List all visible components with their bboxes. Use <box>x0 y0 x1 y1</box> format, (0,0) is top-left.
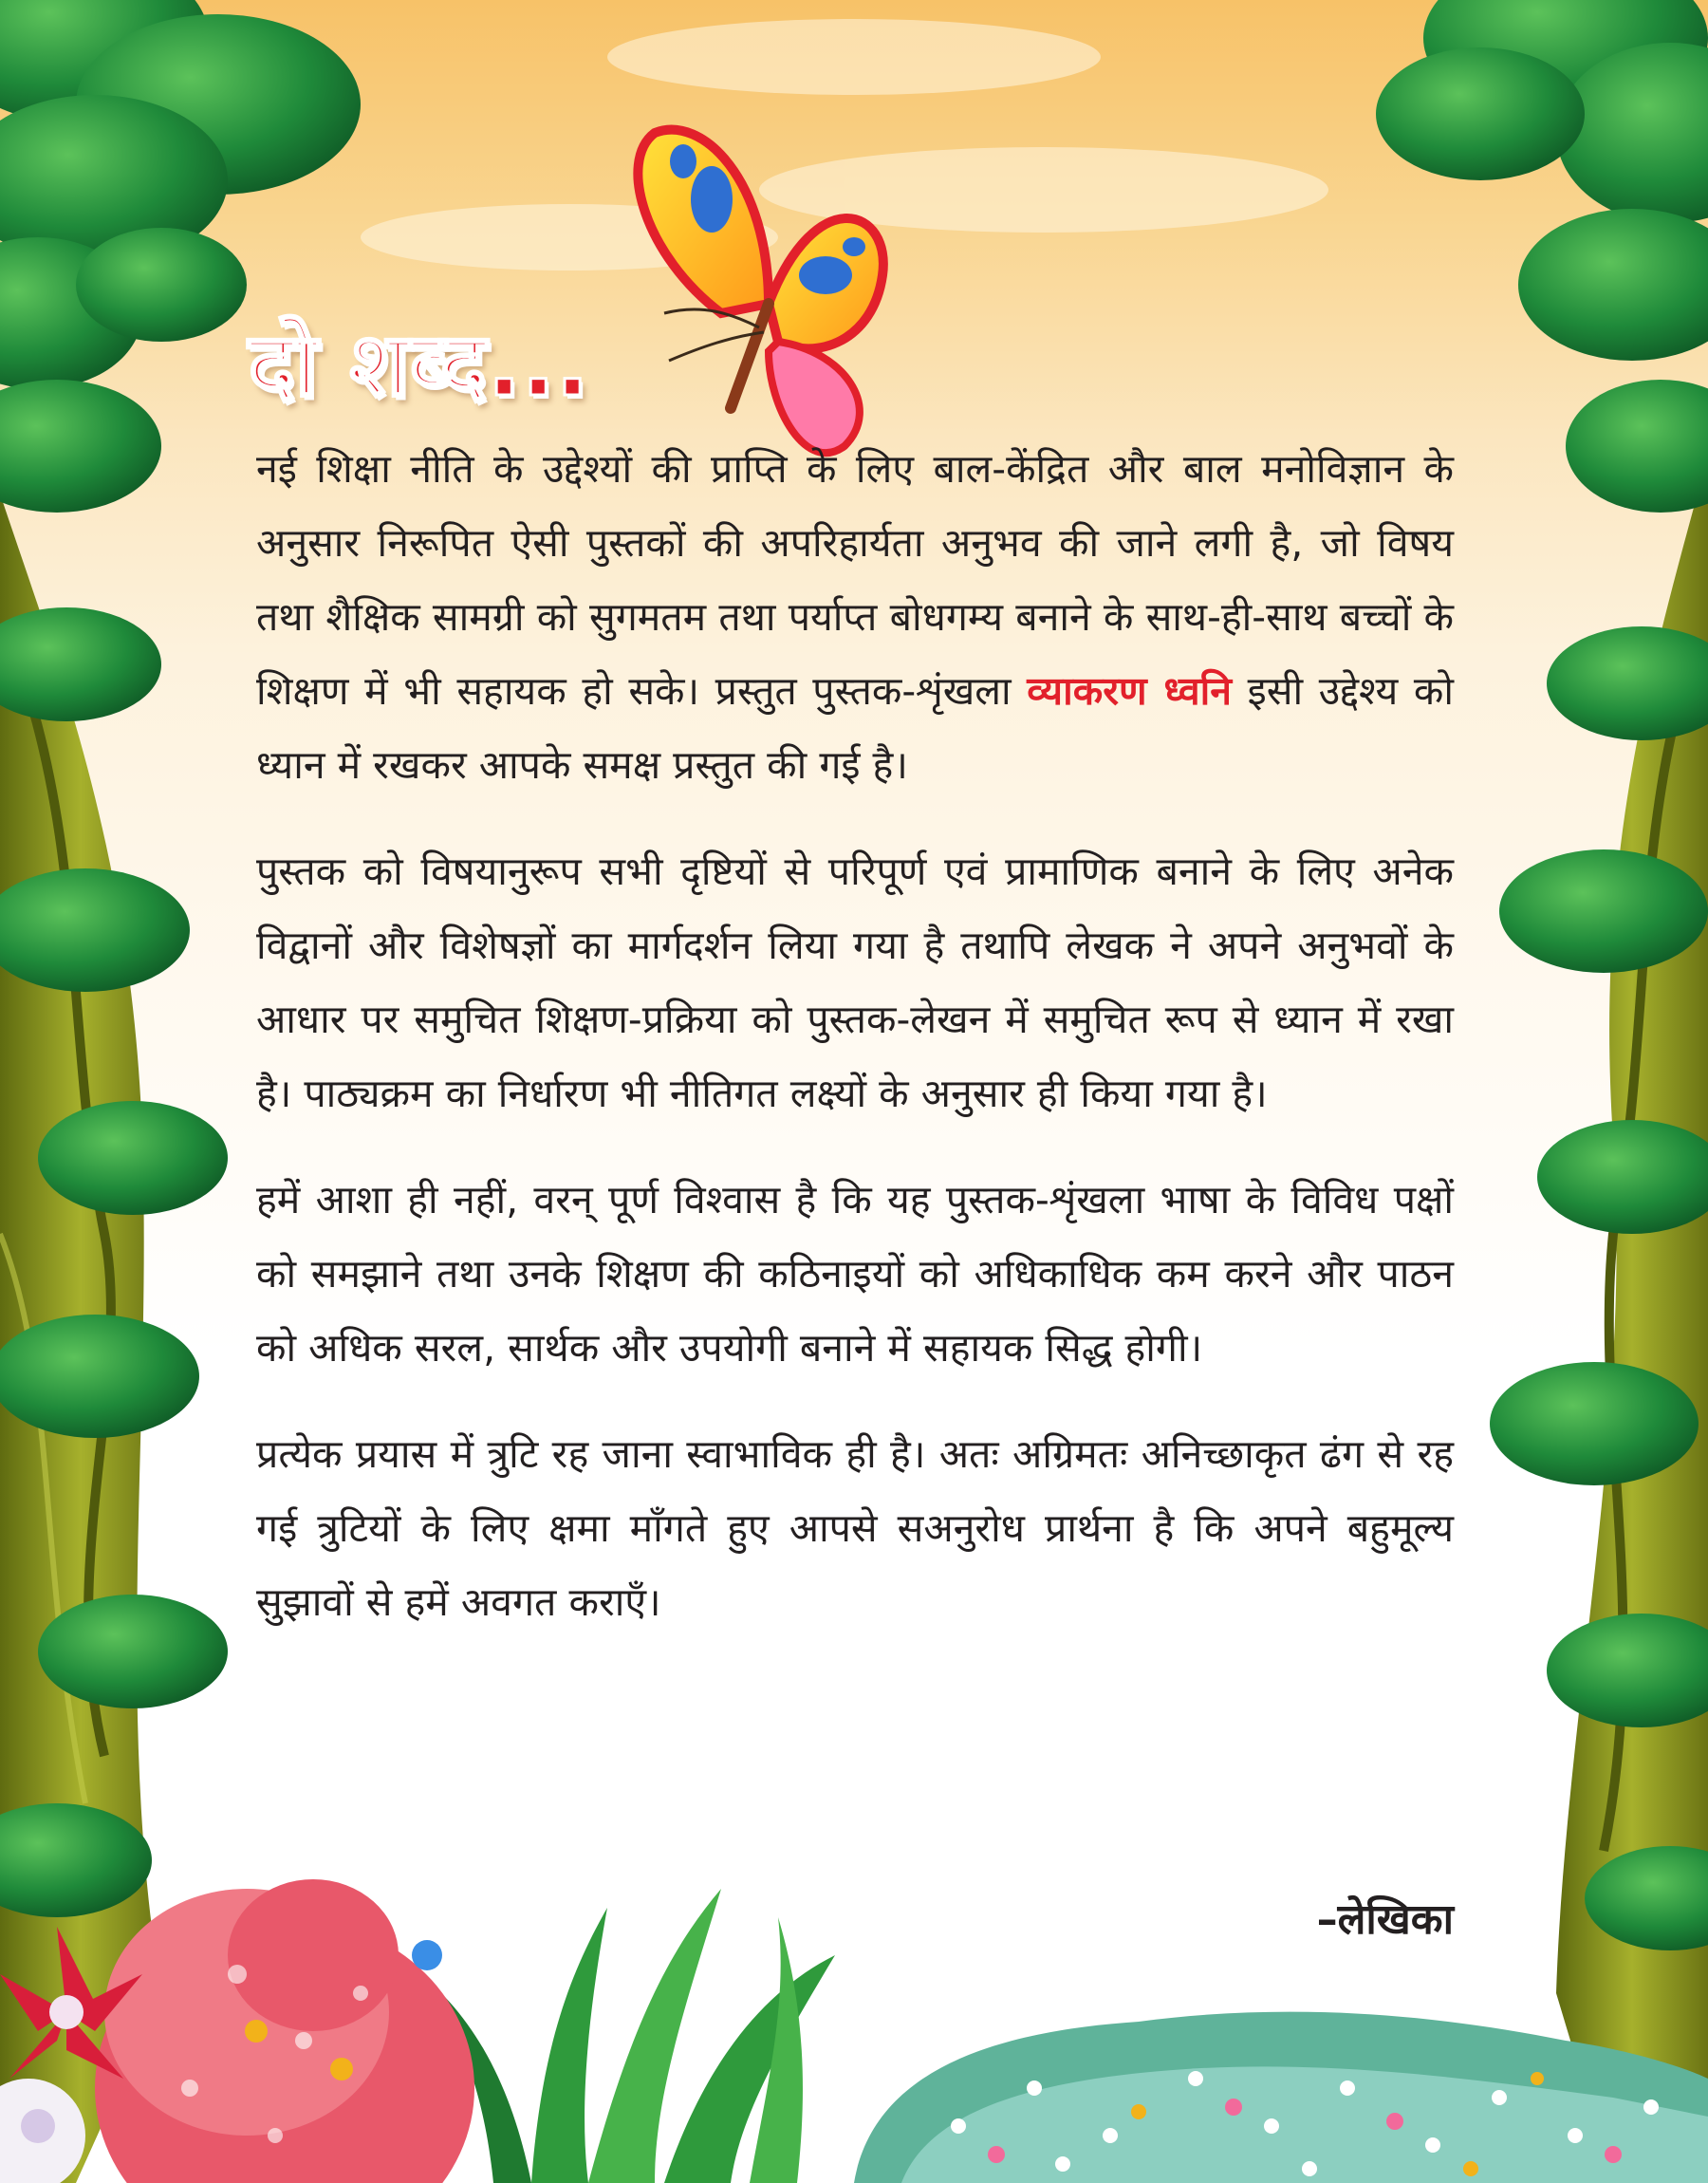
paragraph: पुस्तक को विषयानुरूप सभी दृष्टियों से परिपूर्ण एवं प्रामाणिक बनाने के लिए अनेक विद्वानों और विशेषज्ञों का मार्गदर्शन लिया गया है तथापि लेखक ने अपने अनुभवों के आधार पर समुचित शिक्षण-प्रक्रिया को पुस्तक-लेखन में समुचित रूप से ध्यान में रखा है। पाठ्यक्रम का निर्धारण भी नीतिगत लक्ष्यों के अनुसार ही किया गया है। <box>256 849 1454 1116</box>
preface-body <box>256 432 1454 1671</box>
grass-icon <box>408 1889 835 2183</box>
page-title: दो शब्द... <box>249 314 590 416</box>
flower-bush-icon <box>95 1879 474 2183</box>
paragraph-text: नई शिक्षा नीति के उद्देश्यों की प्राप्ति के लिए बाल-केंद्रित और बाल मनोविज्ञान के अनुसार निरूपित ऐसी पुस्तकों की अपरिहार्यता अनुभव की जाने लगी है, जो विषय तथा शैक्षिक सामग्री को सुगमतम तथा पर्याप्त बोधगम्य बनाने के साथ-ही-साथ बच्चों के शिक्षण में भी सहायक हो सके। प्रस्तुत पुस्तक-शृंखला <box>256 446 1454 714</box>
author-signature: –लेखिका <box>1316 1895 1454 1944</box>
series-name-highlight: व्याकरण ध्वनि <box>1027 668 1233 714</box>
paragraph <box>256 432 1454 802</box>
paragraph: प्रत्येक प्रयास में त्रुटि रह जाना स्वाभाविक ही है। अतः अग्रिमतः अनिच्छाकृत ढंग से रह गई त्रुटियों के लिए क्षमा माँगते हुए आपसे सअनुरोध प्रार्थना है कि अपने बहुमूल्य सुझावों से हमें अवगत कराएँ। <box>256 1431 1454 1625</box>
paragraph: हमें आशा ही नहीं, वरन् पूर्ण विश्वास है कि यह पुस्तक-शृंखला भाषा के विविध पक्षों को समझाने तथा उनके शिक्षण की कठिनाइयों को अधिकाधिक कम करने और पाठन को अधिक सरल, सार्थक और उपयोगी बनाने में सहायक सिद्ध होगी। <box>256 1177 1454 1371</box>
paragraph-text: इसी उद्देश्य को ध्यान में रखकर आपके समक्ष प्रस्तुत की गई है। <box>256 668 1454 788</box>
